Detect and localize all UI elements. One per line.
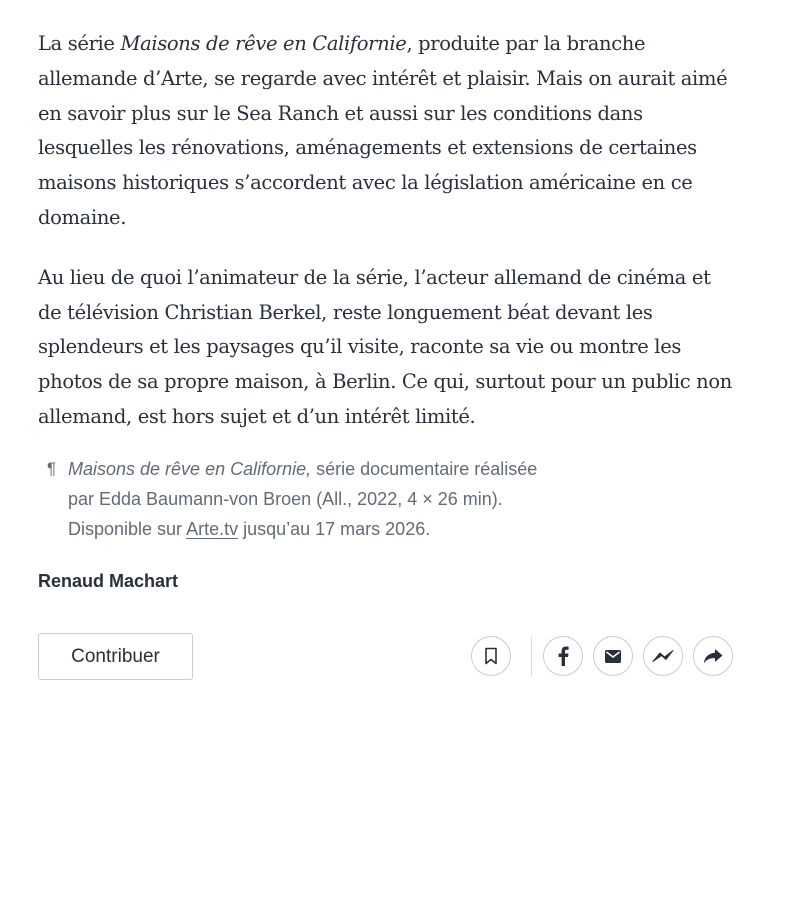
footnote-text: Disponible sur: [68, 519, 187, 539]
facebook-icon: [557, 646, 569, 666]
messenger-icon: [652, 649, 674, 663]
pilcrow-icon: ¶: [47, 459, 57, 478]
facebook-share-button[interactable]: [543, 636, 583, 676]
author-name: Renaud Machart: [38, 571, 179, 591]
footnote-text: série documentaire réalisée: [311, 459, 538, 479]
bookmark-icon: [484, 647, 498, 665]
footnote-text: jusqu’au 17 mars 2026.: [238, 519, 431, 539]
article-paragraph: Au lieu de quoi l’animateur de la série, l’acteur allemand de cinéma et de télévision Christian Berkel, reste longuement béat devant les splendeurs et les paysages qu’il visite, raconte sa vie ou montre les photos de sa propre maison, à Berlin. Ce qui, surtout pour un public non allemand, est hors sujet et d’un intérêt limité.: [38, 265, 732, 428]
divider: [531, 636, 532, 677]
footnote-line: [68, 514, 647, 544]
article-body: [38, 27, 738, 435]
arte-link[interactable]: Arte.tv: [186, 519, 239, 539]
contribute-button[interactable]: Contribuer: [38, 633, 193, 680]
paragraph-prefix: La série: [38, 32, 121, 55]
footnote-line: par Edda Baumann-von Broen (All., 2022, 4 × 26 min).: [68, 489, 503, 509]
email-icon: [605, 650, 621, 663]
footnote-title: Maisons de rêve en Californie,: [68, 459, 312, 479]
share-button[interactable]: [693, 636, 733, 676]
series-title: Maisons de rêve en Californie: [120, 32, 407, 55]
paragraph-text: , produite par la branche allemande d’Arte, se regarde avec intérêt et plaisir. Mais on aurait aimé en savoir plus sur le Sea Ranch et aussi sur les conditions dans lesquelles les rénovations, aménagements et extensions de certaines maisons historiques s’accordent avec la législation américaine en ce domaine.: [38, 32, 728, 229]
article-paragraph: [38, 27, 738, 236]
bookmark-button[interactable]: [471, 636, 511, 676]
share-icon: [703, 648, 723, 664]
footnote: [47, 454, 647, 544]
email-share-button[interactable]: [593, 636, 633, 676]
messenger-share-button[interactable]: [643, 636, 683, 676]
footnote-line: [68, 454, 647, 484]
